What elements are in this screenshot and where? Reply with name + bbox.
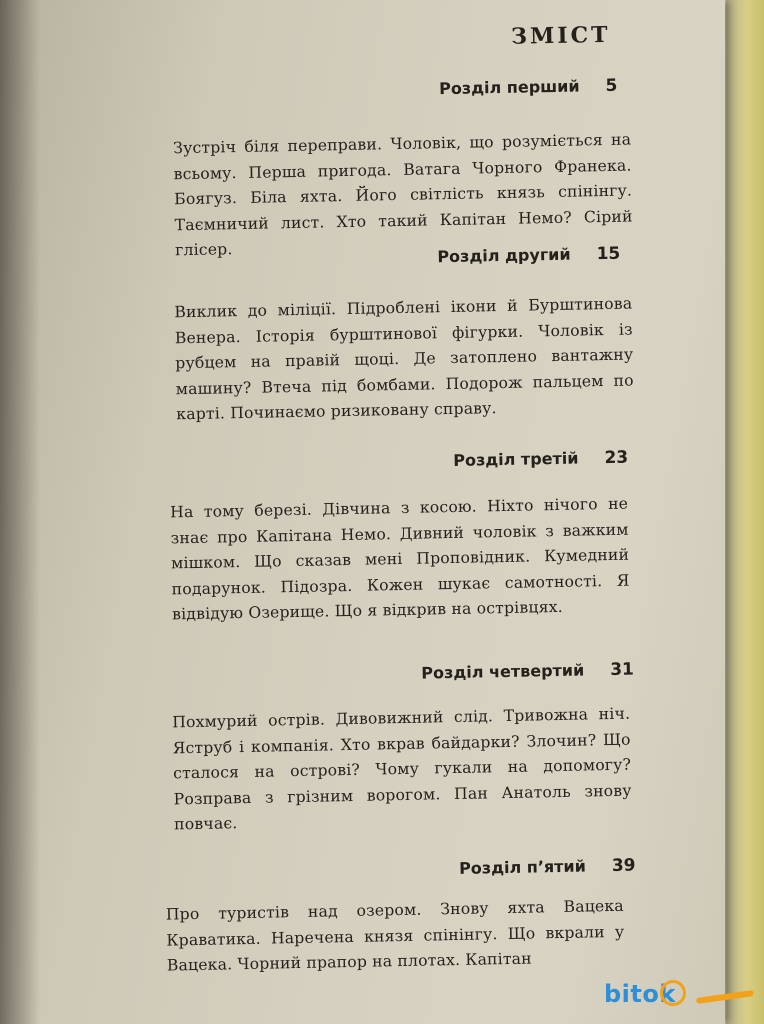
chapter-summary-4: Похмурий острів. Дивовижний слід. Тривожна ніч. Яструб і компанія. Хто вкрав байдарки? Злочин? Що сталося на острові? Чому гукали на допомогу? Розправа з грізним ворогом. Пан Анатоль знову повчає.: [172, 704, 632, 834]
chapter-page-number: 5: [605, 75, 618, 96]
chapter-title: Розділ п’ятий: [458, 856, 587, 878]
chapter-page-number: 15: [596, 243, 621, 265]
watermark-text: bitok: [604, 980, 676, 1008]
chapter-summary-5: Про туристів над озером. Знову яхта Вацека Краватика. Наречена князя спінінгу. Що вкрали у Вацека. Чорний прапор на плотах. Капітан: [165, 896, 625, 975]
chapter-summary-3: На тому березі. Дівчина з косою. Ніхто нічого не знає про Капітана Немо. Дивний чоловік з важким мішком. Що сказав мені Проповідник. Кумедний подарунок. Підозра. Кожен шукає самотності. Я відвідую Озерище. Що я відкрив на острівцях.: [170, 494, 630, 624]
watermark-swoosh-icon: [696, 990, 754, 1004]
chapter-title: Розділ перший: [438, 76, 580, 99]
chapter-heading-5: [459, 856, 636, 879]
chapter-heading-4: [421, 660, 634, 684]
bitok-logo-watermark: [604, 976, 754, 1016]
toc-title: ЗМІСТ: [510, 21, 611, 50]
chapter-heading-3: [453, 448, 628, 471]
chapter-page-number: 31: [610, 659, 635, 680]
chapter-heading-2: [437, 244, 620, 268]
chapter-summary-2: Виклик до міліції. Підроблені ікони й Бурштинова Венера. Історія бурштинової фігурки. Чоловік із рубцем на правій щоці. Де затоплено вантажну машину? Втеча під бомбами. Подорож пальцем по карті. Починаємо ризиковану справу.: [174, 294, 634, 424]
chapter-title: Розділ другий: [437, 244, 571, 267]
watermark-ring-icon: [660, 980, 686, 1006]
chapter-title: Розділ четвертий: [421, 660, 585, 683]
chapter-heading-1: [439, 76, 618, 99]
chapter-title: Розділ третій: [453, 448, 579, 470]
chapter-summary-1: Зустріч біля переправи. Чоловік, що розуміється на всьому. Перша пригода. Ватага Чорного Франека. Боягуз. Біла яхта. Його світлість князь спінінгу. Таємничий лист. Хто такий Капітан Немо? Сірий глісер.: [173, 130, 633, 260]
chapter-page-number: 23: [604, 447, 629, 469]
chapter-page-number: 39: [611, 855, 636, 876]
